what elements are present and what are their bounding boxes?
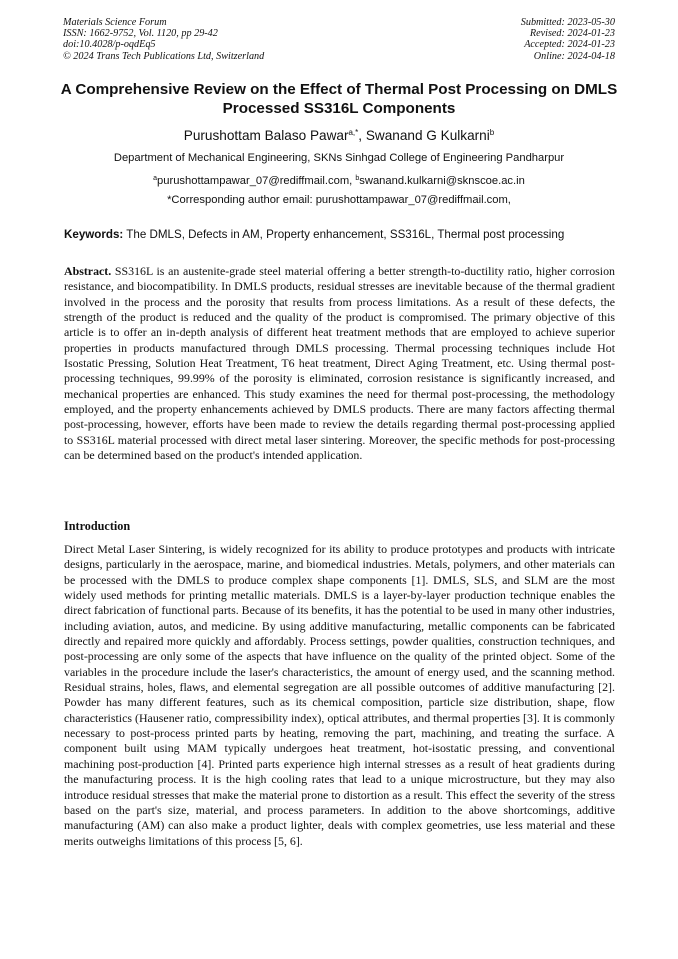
author-1-marker: a,* (348, 128, 359, 137)
paper-title: A Comprehensive Review on the Effect of Thermal Post Processing on DMLS Processed SS316L Components (60, 81, 618, 117)
author-2: Swanand G Kulkarni (365, 128, 490, 143)
abstract-text: SS316L is an austenite-grade steel material offering a better strength-to-ductility ratio, higher corrosion resistance, and biocompatibility. In DMLS products, residual stresses are inevitable because of the thermal gradient involved in the process and the porosity that results from process limitations. As a result of these defects, the strength of the product is reduced and the quality of the product is compromised. The primary objective of this article is to offer an in-depth analysis of different heat treatment methods that are employed to achieve superior properties in products manufactured through DMLS processing. Thermal processing techniques include Hot Isostatic Pressing, Solution Heat Treatment, T6 heat treatment, Direct Aging Treatment, etc. Using thermal post-processing techniques, 99.99% of the porosity is eliminated, corrosion resistance is significantly increased, and mechanical properties are enhanced. This study examines the need for thermal post-processing, the methodology employed, and the property enhancements achieved by DMLS products. There are many factors affecting thermal post-processing, however, efforts have been made to review the details regarding thermal post-processing applied to SS316L material processed with direct metal laser sintering. Moreover, the specific methods for post-processing can be determined based on the product's intended application. (64, 264, 615, 463)
email-b-marker: b (355, 175, 360, 182)
email-b[interactable]: swanand.kulkarni@sknscoe.ac.in (359, 175, 525, 187)
author-separator: , (358, 128, 366, 143)
journal-name: Materials Science Forum (63, 17, 167, 28)
date-accepted: Accepted: 2024-01-23 (524, 39, 615, 51)
author-1: Purushottam Balaso Pawar (183, 128, 349, 143)
author-list (0, 125, 678, 144)
keywords-label: Keywords: (64, 228, 124, 241)
date-submitted: Submitted: 2023-05-30 (520, 17, 615, 28)
email-a-marker: a (153, 175, 158, 182)
journal-info (63, 17, 363, 62)
affiliation: Department of Mechanical Engineering, SKNs Sinhgad College of Engineering Pandharpur (113, 152, 565, 164)
abstract-label: Abstract. (64, 264, 112, 278)
journal-doi: doi:10.4028/p-oqdEq5 (63, 39, 156, 51)
publication-dates (415, 17, 615, 62)
journal-issn: ISSN: 1662-9752, Vol. 1120, pp 29-42 (63, 28, 218, 40)
keywords-text: The DMLS, Defects in AM, Property enhancement, SS316L, Thermal post processing (123, 228, 565, 241)
author-emails (0, 172, 678, 188)
email-a[interactable]: purushottampawar_07@rediffmail.com, (157, 175, 356, 187)
keywords (64, 228, 624, 242)
abstract (64, 264, 615, 463)
journal-copyright: © 2024 Trans Tech Publications Ltd, Switzerland (63, 50, 265, 62)
introduction-text: Direct Metal Laser Sintering, is widely recognized for its ability to produce prototypes and products with intricate designs, particularly in the aerospace, marine, and biomedical industries. Metals, polymers, and other materials can be processed with the DMLS to produce complex shape components [1]. DMLS, SLS, and SLM are the most widely used methods for printing metallic materials. DMLS is a layer-by-layer production technique enables the direct fabrication of functional parts. Because of its benefits, it has the potential to be used in many other industries, including aviation, autos, and medicine. By using additive manufacturing, metallic components can be fabricated directly and repaired more quickly and affordably. Process settings, powder qualities, construction techniques, and post-processing are only some of the aspects that have influence on the quality of the printed object. Some of the variables in the procedure include the laser's characteristics, the amount of energy used, and the scanning method. Residual strains, holes, flaws, and elemental segregation are all possible outcomes of additive manufacturing [2]. Powder has many different features, such as its chemical composition, particle size distribution, shape, flow characteristics (Hausener ratio, compressibility index), optical attributes, and thermal properties [3]. It is commonly necessary to post-process printed parts by heating, removing the part, machining, and treating the surface. A component built using MAM typically undergoes heat treatment, hot-isostatic pressing, and conventional machining post-production [4]. Printed parts experience high internal stresses as a result of heat gradients during the manufacturing process. It is the high cooling rates that lead to a unique microstructure, but they may also introduce residual stresses that make the material prone to distortion as a result. This effect the severity of the stress based on the part's size, material, and process parameters. In addition to the above shortcomings, additive manufacturing (AM) can also make a product lighter, deals with complex geometries, use less material and these merits outweighs limitations of this process [5, 6]. (64, 542, 615, 848)
corresponding-author: *Corresponding author email: purushottampawar_07@rediffmail.com, (167, 194, 511, 206)
date-revised: Revised: 2024-01-23 (529, 28, 615, 40)
date-online: Online: 2024-04-18 (533, 50, 615, 62)
introduction-heading: Introduction (64, 519, 131, 533)
author-2-marker: b (489, 128, 495, 137)
